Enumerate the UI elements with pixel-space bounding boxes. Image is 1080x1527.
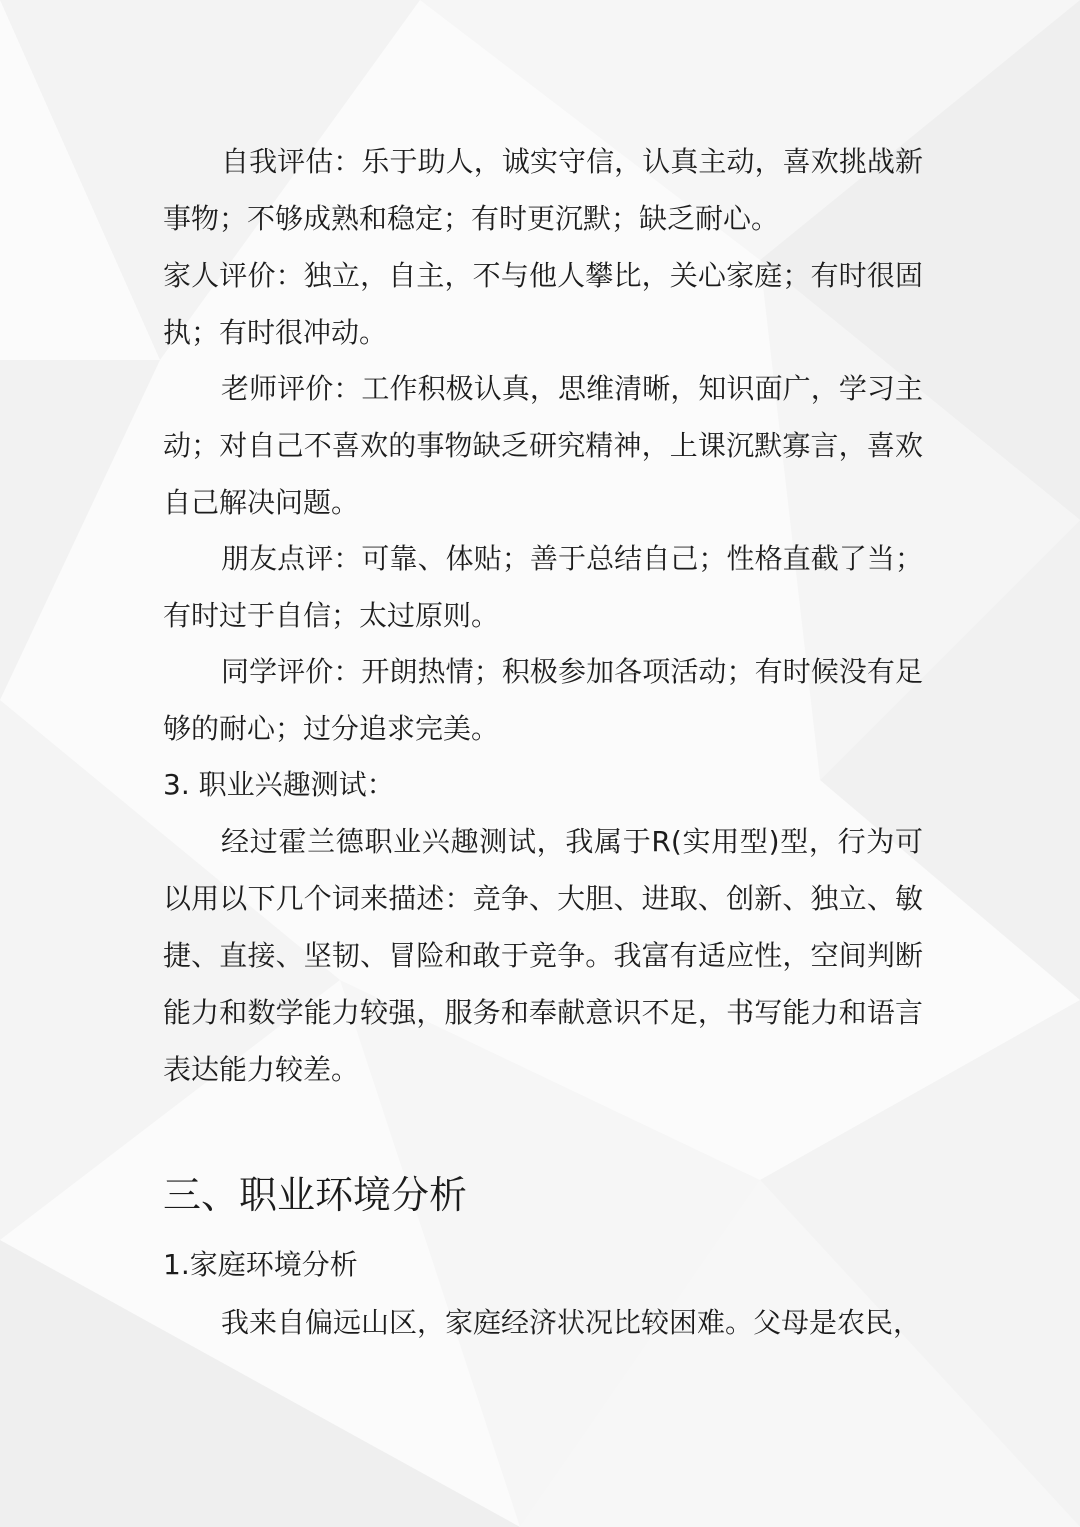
- section-title: 三、职业环境分析: [163, 1173, 468, 1217]
- subsection-heading: 1.家庭环境分析: [163, 1248, 358, 1281]
- friend-evaluation-paragraph: 朋友点评：可靠、体贴；善于总结自己；性格直截了当；有时过于自信；太过原则。: [163, 542, 923, 632]
- self-evaluation-paragraph: 自我评估：乐于助人，诚实守信，认真主动，喜欢挑战新事物；不够成熟和稳定；有时更沉默；缺乏耐心。: [163, 145, 923, 235]
- interest-test-heading: 3. 职业兴趣测试：: [163, 768, 395, 801]
- family-environment-paragraph: 我来自偏远山区，家庭经济状况比较困难。父母是农民，: [221, 1306, 922, 1339]
- teacher-evaluation-paragraph: 老师评价：工作积极认真，思维清晰，知识面广，学习主动；对自己不喜欢的事物缺乏研究精神，上课沉默寡言，喜欢自己解决问题。: [163, 372, 923, 519]
- family-evaluation-paragraph: 家人评价：独立，自主，不与他人攀比，关心家庭；有时很固执；有时很冲动。: [163, 259, 923, 349]
- interest-test-paragraph: 经过霍兰德职业兴趣测试，我属于R(实用型)型，行为可以用以下几个词来描述：竞争、大胆、进取、创新、独立、敏捷、直接、坚韧、冒险和敢于竞争。我富有适应性，空间判断能力和数学能力较强，服务和奉献意识不足，书写能力和语言表达能力较差。: [163, 825, 923, 1086]
- classmate-evaluation-paragraph: 同学评价：开朗热情；积极参加各项活动；有时候没有足够的耐心；过分追求完美。: [163, 655, 923, 745]
